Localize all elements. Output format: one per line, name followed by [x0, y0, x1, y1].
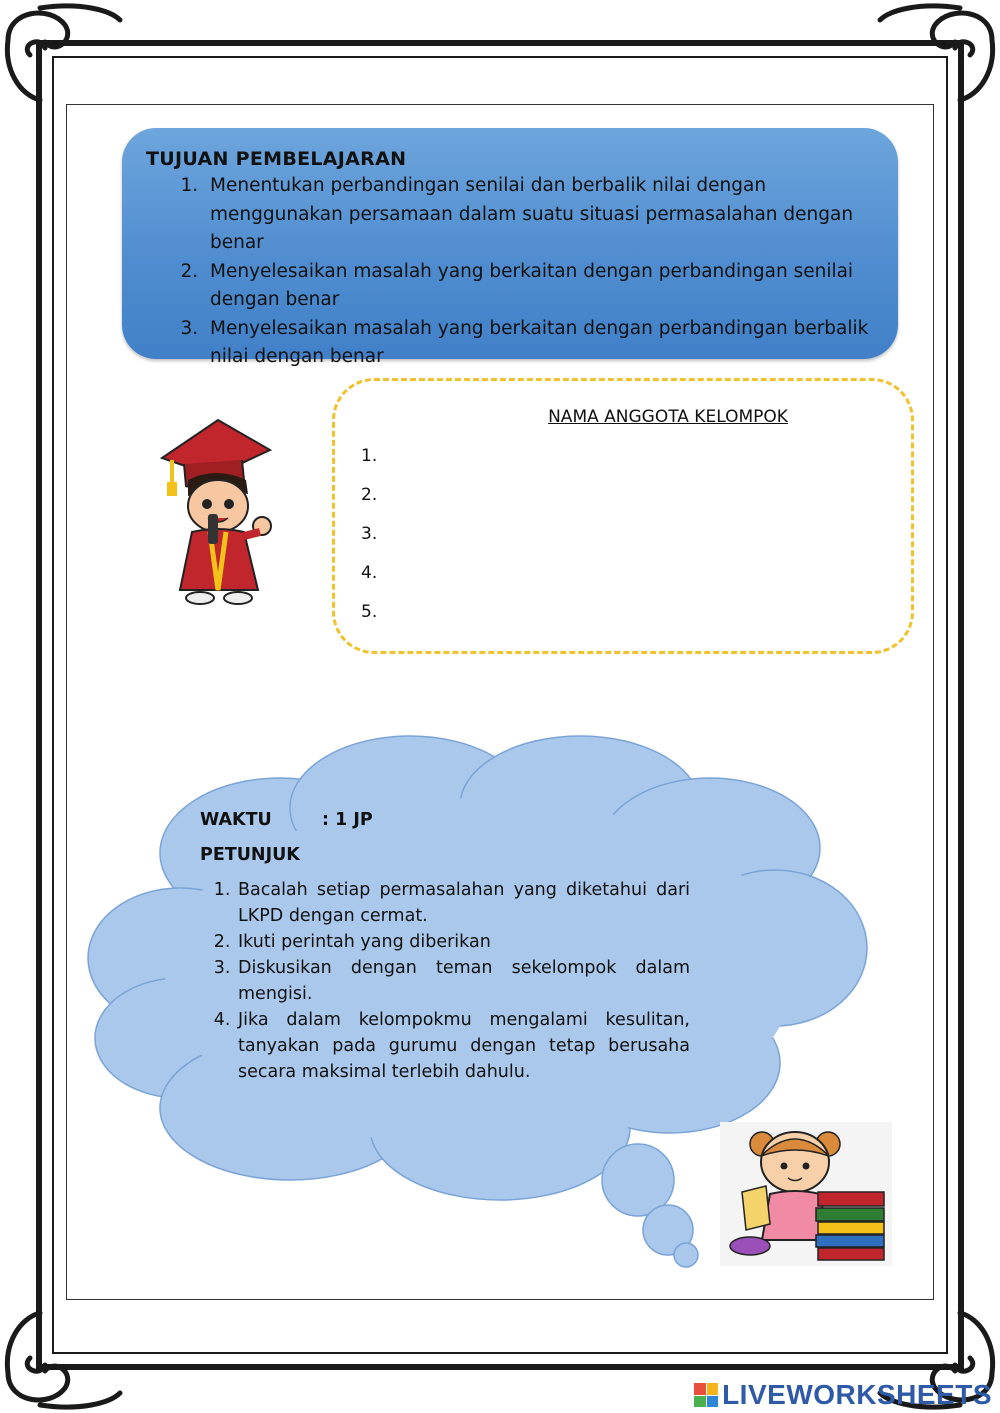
liveworksheets-logo-icon	[694, 1383, 718, 1407]
objective-item: 3. Menyelesaikan masalah yang berkaitan dengan perbandingan berbalik nilai dengan benar	[204, 315, 876, 372]
learning-objectives-box	[122, 128, 898, 367]
group-members-list	[361, 443, 377, 638]
objective-item: 1. Menentukan perbandingan senilai dan berbalik nilai dengan menggunakan persamaan dalam suatu situasi permasalahan dengan benar	[204, 172, 876, 258]
group-members-box	[332, 378, 914, 654]
corner-ornament-bottom-left-icon	[0, 1303, 130, 1413]
time-label: WAKTU	[200, 810, 272, 830]
watermark-text: LIVEWORKSHEETS	[722, 1379, 992, 1410]
instruction-item: 1. Bacalah setiap permasalahan yang diketahui dari LKPD dengan cermat.	[236, 877, 690, 929]
objective-item: 2. Menyelesaikan masalah yang berkaitan dengan perbandingan senilai dengan benar	[204, 258, 876, 315]
corner-ornament-top-left-icon	[0, 0, 130, 110]
member-line-1[interactable]: 1.	[361, 446, 378, 466]
liveworksheets-watermark	[694, 1379, 992, 1411]
objectives-heading: TUJUAN PEMBELAJARAN	[146, 148, 407, 170]
corner-ornament-top-right-icon	[870, 0, 1000, 110]
member-line-4[interactable]: 4.	[361, 563, 378, 583]
graduate-boy-illustration	[158, 414, 280, 608]
objectives-list	[146, 172, 876, 372]
time-row	[200, 810, 690, 830]
instruction-item: 3. Diskusikan dengan teman sekelompok dalam mengisi.	[236, 955, 690, 1007]
time-value: : 1 JP	[322, 810, 373, 830]
member-line-2[interactable]: 2.	[361, 485, 378, 505]
member-line-5[interactable]: 5.	[361, 602, 378, 622]
group-members-title: NAMA ANGGOTA KELOMPOK	[548, 407, 788, 427]
instructions-heading: PETUNJUK	[200, 845, 300, 865]
instruction-item: 2. Ikuti perintah yang diberikan	[236, 929, 690, 955]
instructions-list	[200, 877, 690, 1085]
instruction-item: 4. Jika dalam kelompokmu mengalami kesulitan, tanyakan pada gurumu dengan tetap berusaha secara maksimal terlebih dahulu.	[236, 1007, 690, 1085]
member-line-3[interactable]: 3.	[361, 524, 378, 544]
instructions-text	[200, 810, 690, 1085]
reading-girl-illustration	[720, 1122, 892, 1266]
